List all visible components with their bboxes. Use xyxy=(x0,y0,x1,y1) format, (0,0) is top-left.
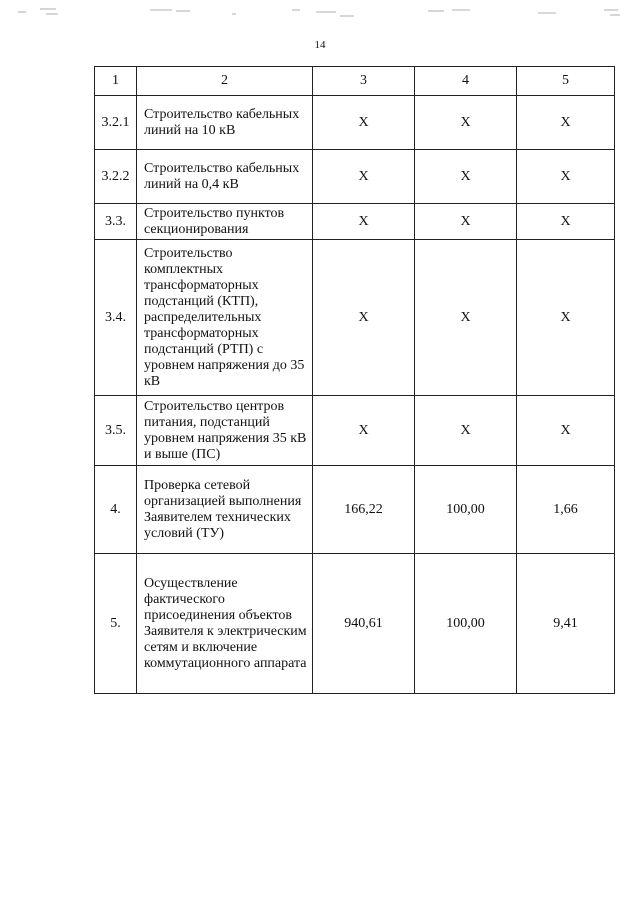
cost-table xyxy=(94,66,615,694)
table-row xyxy=(95,240,615,396)
table-row xyxy=(95,554,615,694)
row-number: 5. xyxy=(95,554,137,694)
row-description: Строительство центров питания, подстанций уровнем напряжения 35 кВ и выше (ПС) xyxy=(137,396,313,466)
row-value-col4: X xyxy=(415,96,517,150)
row-description: Строительство комплектных трансформаторных подстанций (КТП), распределительных трансформаторных подстанций (РТП) с уровнем напряжения до 35 кВ xyxy=(137,240,313,396)
header-cell-2: 2 xyxy=(137,67,313,96)
row-value-col5: 1,66 xyxy=(517,466,615,554)
row-value-col5: X xyxy=(517,150,615,204)
row-value-col5: 9,41 xyxy=(517,554,615,694)
row-value-col5: X xyxy=(517,396,615,466)
row-value-col4: 100,00 xyxy=(415,466,517,554)
table-row xyxy=(95,96,615,150)
row-description: Строительство пунктов секционирования xyxy=(137,204,313,240)
row-value-col3: X xyxy=(313,396,415,466)
row-description: Строительство кабельных линий на 10 кВ xyxy=(137,96,313,150)
row-description: Строительство кабельных линий на 0,4 кВ xyxy=(137,150,313,204)
row-value-col3: X xyxy=(313,150,415,204)
row-value-col3: 166,22 xyxy=(313,466,415,554)
page-number: 14 xyxy=(314,39,326,51)
row-description: Проверка сетевой организацией выполнения Заявителем технических условий (ТУ) xyxy=(137,466,313,554)
row-value-col3: X xyxy=(313,240,415,396)
row-number: 3.2.1 xyxy=(95,96,137,150)
table-row xyxy=(95,466,615,554)
header-cell-1: 1 xyxy=(95,67,137,96)
header-row xyxy=(95,67,615,96)
row-value-col4: X xyxy=(415,240,517,396)
row-number: 3.5. xyxy=(95,396,137,466)
row-value-col5: X xyxy=(517,240,615,396)
row-value-col3: X xyxy=(313,204,415,240)
table-row xyxy=(95,396,615,466)
row-number: 4. xyxy=(95,466,137,554)
row-value-col3: 940,61 xyxy=(313,554,415,694)
row-number: 3.2.2 xyxy=(95,150,137,204)
row-value-col5: X xyxy=(517,96,615,150)
row-value-col4: X xyxy=(415,150,517,204)
row-value-col3: X xyxy=(313,96,415,150)
row-value-col4: X xyxy=(415,204,517,240)
header-cell-5: 5 xyxy=(517,67,615,96)
header-cell-4: 4 xyxy=(415,67,517,96)
row-description: Осуществление фактического присоединения объектов Заявителя к электрическим сетям и включение коммутационного аппарата xyxy=(137,554,313,694)
row-number: 3.3. xyxy=(95,204,137,240)
row-value-col4: X xyxy=(415,396,517,466)
table-row xyxy=(95,204,615,240)
header-cell-3: 3 xyxy=(313,67,415,96)
table-row xyxy=(95,150,615,204)
scan-artifacts xyxy=(0,6,640,26)
row-value-col4: 100,00 xyxy=(415,554,517,694)
row-value-col5: X xyxy=(517,204,615,240)
row-number: 3.4. xyxy=(95,240,137,396)
